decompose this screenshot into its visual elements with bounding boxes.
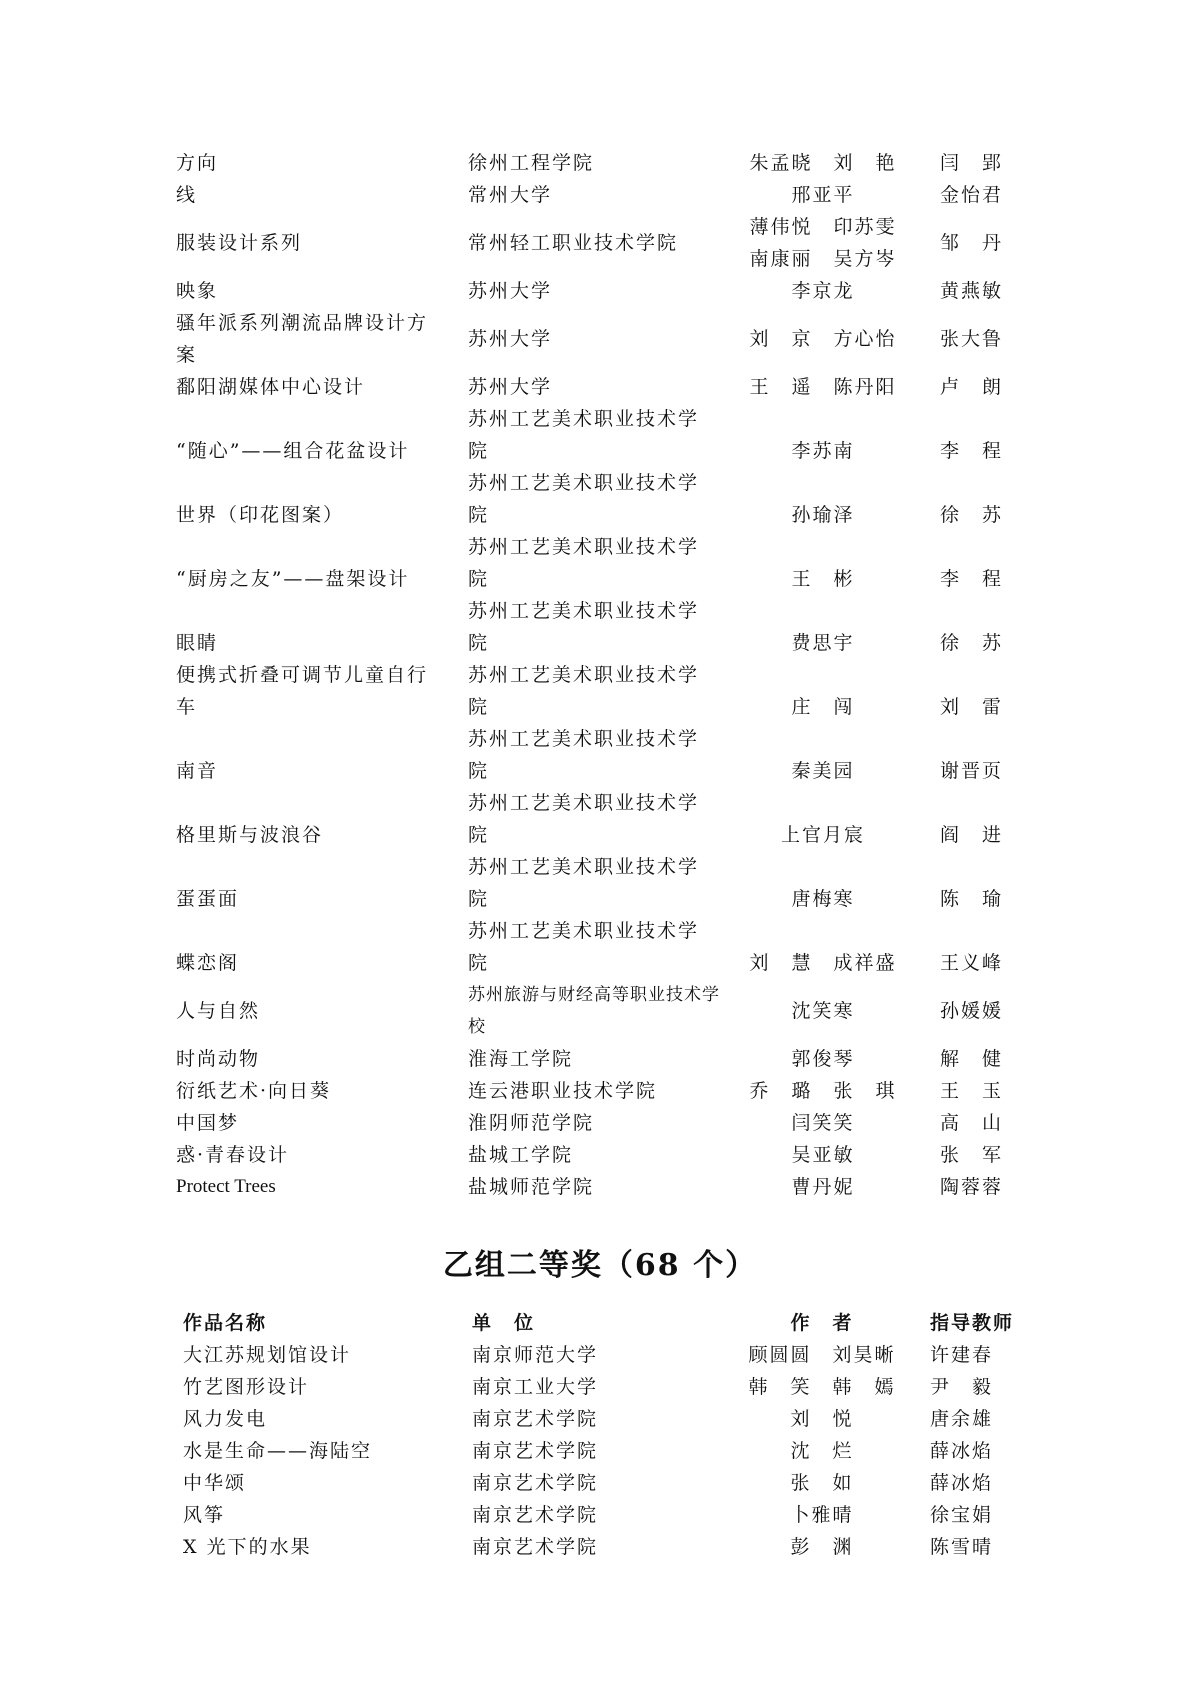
authors: 王 遥 陈丹阳 xyxy=(749,376,897,398)
teacher: 徐宝娟 xyxy=(930,1504,994,1526)
unit: 南京艺术学院 xyxy=(472,1504,599,1526)
unit: 南京艺术学院 xyxy=(472,1472,599,1494)
unit: 徐州工程学院 xyxy=(468,152,595,174)
work-title: 风力发电 xyxy=(183,1408,268,1430)
work-title: 南音 xyxy=(176,760,219,782)
unit: 苏州工艺美术职业技术学 院 xyxy=(468,856,700,910)
work-title: 竹艺图形设计 xyxy=(183,1376,310,1398)
teacher: 刘 雷 xyxy=(940,696,1004,718)
unit: 苏州工艺美术职业技术学 院 xyxy=(468,600,700,654)
unit: 苏州大学 xyxy=(468,280,553,302)
teacher: 黄燕敏 xyxy=(940,280,1004,302)
unit: 苏州工艺美术职业技术学 院 xyxy=(468,728,700,782)
teacher: 卢 朗 xyxy=(940,376,1004,398)
work-title: 大江苏规划馆设计 xyxy=(183,1344,352,1366)
authors: 李苏南 xyxy=(791,440,855,462)
teacher: 陈 瑜 xyxy=(940,888,1004,910)
section-title: 乙组二等奖（68 个） xyxy=(442,1248,758,1283)
teacher: 李 程 xyxy=(940,568,1004,590)
authors: 李京龙 xyxy=(791,280,855,302)
work-title: 衍纸艺术·向日葵 xyxy=(176,1080,332,1102)
teacher: 闫 郢 xyxy=(940,152,1004,174)
authors: 张 如 xyxy=(790,1472,854,1494)
teacher: 徐 苏 xyxy=(940,632,1004,654)
unit: 苏州工艺美术职业技术学 院 xyxy=(468,472,700,526)
authors: 彭 渊 xyxy=(790,1536,854,1558)
teacher: 解 健 xyxy=(940,1048,1004,1070)
unit: 常州大学 xyxy=(468,184,553,206)
teacher: 邹 丹 xyxy=(940,232,1004,254)
authors: 顾圆圆 刘昊晰 xyxy=(748,1344,896,1366)
authors: 卜雅晴 xyxy=(790,1504,854,1526)
work-title: 眼睛 xyxy=(176,632,219,654)
unit: 苏州旅游与财经高等职业技术学 校 xyxy=(468,985,720,1037)
unit: 苏州工艺美术职业技术学 院 xyxy=(468,920,700,974)
teacher: 阎 进 xyxy=(940,824,1004,846)
unit: 盐城师范学院 xyxy=(468,1176,595,1198)
work-title: 时尚动物 xyxy=(176,1048,261,1070)
authors: 曹丹妮 xyxy=(791,1176,855,1198)
unit: 南京艺术学院 xyxy=(472,1536,599,1558)
authors: 闫笑笑 xyxy=(791,1112,855,1134)
authors: 上官月宸 xyxy=(780,824,865,846)
teacher: 薛冰焰 xyxy=(930,1472,994,1494)
teacher: 张 军 xyxy=(940,1144,1004,1166)
work-title: 映象 xyxy=(176,280,219,302)
work-title: 水是生命——海陆空 xyxy=(183,1440,373,1462)
work-title: 人与自然 xyxy=(176,1000,261,1022)
work-title: Protect Trees xyxy=(176,1176,276,1197)
unit: 南京工业大学 xyxy=(472,1376,599,1398)
teacher: 尹 毅 xyxy=(930,1376,994,1398)
teacher: 徐 苏 xyxy=(940,504,1004,526)
teacher: 许建春 xyxy=(930,1344,994,1366)
unit: 常州轻工职业技术学院 xyxy=(468,232,679,254)
work-title: 蛋蛋面 xyxy=(176,888,240,910)
unit: 苏州大学 xyxy=(468,376,553,398)
teacher: 王 玉 xyxy=(940,1080,1004,1102)
authors: 庄 闯 xyxy=(791,696,855,718)
teacher: 孙媛媛 xyxy=(940,1000,1004,1022)
authors: 朱孟晓 刘 艳 xyxy=(749,152,897,174)
authors: 沈 烂 xyxy=(790,1440,854,1462)
authors: 费思宇 xyxy=(791,632,855,654)
work-title: “随心”——组合花盆设计 xyxy=(176,440,410,462)
unit: 苏州工艺美术职业技术学 院 xyxy=(468,408,700,462)
authors: 刘 京 方心怡 xyxy=(749,328,897,350)
teacher: 薛冰焰 xyxy=(930,1440,994,1462)
authors: 郭俊琴 xyxy=(791,1048,855,1070)
authors: 邢亚平 xyxy=(791,184,855,206)
authors: 孙瑜泽 xyxy=(791,504,855,526)
work-title: 惑·青春设计 xyxy=(176,1144,290,1166)
work-title: 中国梦 xyxy=(176,1112,240,1134)
teacher: 张大鲁 xyxy=(940,328,1004,350)
unit: 南京师范大学 xyxy=(472,1344,599,1366)
work-title: X 光下的水果 xyxy=(183,1536,312,1558)
unit: 淮海工学院 xyxy=(468,1048,574,1070)
work-title: 服装设计系列 xyxy=(176,232,303,254)
authors: 刘 悦 xyxy=(790,1408,854,1430)
unit: 苏州工艺美术职业技术学 院 xyxy=(468,536,700,590)
authors: 沈笑寒 xyxy=(791,1000,855,1022)
header-work: 作品名称 xyxy=(183,1312,268,1334)
header-authors: 作 者 xyxy=(790,1312,854,1334)
header-unit: 单 位 xyxy=(472,1312,536,1334)
teacher: 李 程 xyxy=(940,440,1004,462)
authors: 唐梅寒 xyxy=(791,888,855,910)
work-title: 中华颂 xyxy=(183,1472,247,1494)
work-title: 格里斯与波浪谷 xyxy=(176,824,324,846)
work-title: 鄱阳湖媒体中心设计 xyxy=(176,376,366,398)
work-title: “厨房之友”——盘架设计 xyxy=(176,568,410,590)
unit: 连云港职业技术学院 xyxy=(468,1080,658,1102)
teacher: 高 山 xyxy=(940,1112,1004,1134)
work-title: 骚年派系列潮流品牌设计方 案 xyxy=(176,312,429,366)
unit: 南京艺术学院 xyxy=(472,1440,599,1462)
authors: 韩 笑 韩 嫣 xyxy=(748,1376,896,1398)
authors: 乔 璐 张 琪 xyxy=(749,1080,897,1102)
authors: 王 彬 xyxy=(791,568,855,590)
authors: 秦美园 xyxy=(791,760,855,782)
header-teacher: 指导教师 xyxy=(930,1312,1015,1334)
unit: 南京艺术学院 xyxy=(472,1408,599,1430)
unit: 盐城工学院 xyxy=(468,1144,574,1166)
authors: 吴亚敏 xyxy=(791,1144,855,1166)
unit: 苏州工艺美术职业技术学 院 xyxy=(468,792,700,846)
work-title: 蝶恋阁 xyxy=(176,952,240,974)
unit: 苏州工艺美术职业技术学 院 xyxy=(468,664,700,718)
teacher: 陈雪晴 xyxy=(930,1536,994,1558)
work-title: 线 xyxy=(176,184,198,206)
authors: 刘 慧 成祥盛 xyxy=(749,952,897,974)
unit: 淮阴师范学院 xyxy=(468,1112,595,1134)
teacher: 金怡君 xyxy=(940,184,1004,206)
authors: 薄伟悦 印苏雯 南康丽 吴方岑 xyxy=(749,216,897,270)
teacher: 唐余雄 xyxy=(930,1408,994,1430)
work-title: 便携式折叠可调节儿童自行 车 xyxy=(176,664,429,718)
teacher: 谢晋页 xyxy=(940,760,1004,782)
teacher: 陶蓉蓉 xyxy=(940,1176,1004,1198)
teacher: 王义峰 xyxy=(940,952,1004,974)
work-title: 方向 xyxy=(176,152,219,174)
work-title: 世界（印花图案） xyxy=(176,504,345,526)
work-title: 风筝 xyxy=(183,1504,226,1526)
unit: 苏州大学 xyxy=(468,328,553,350)
